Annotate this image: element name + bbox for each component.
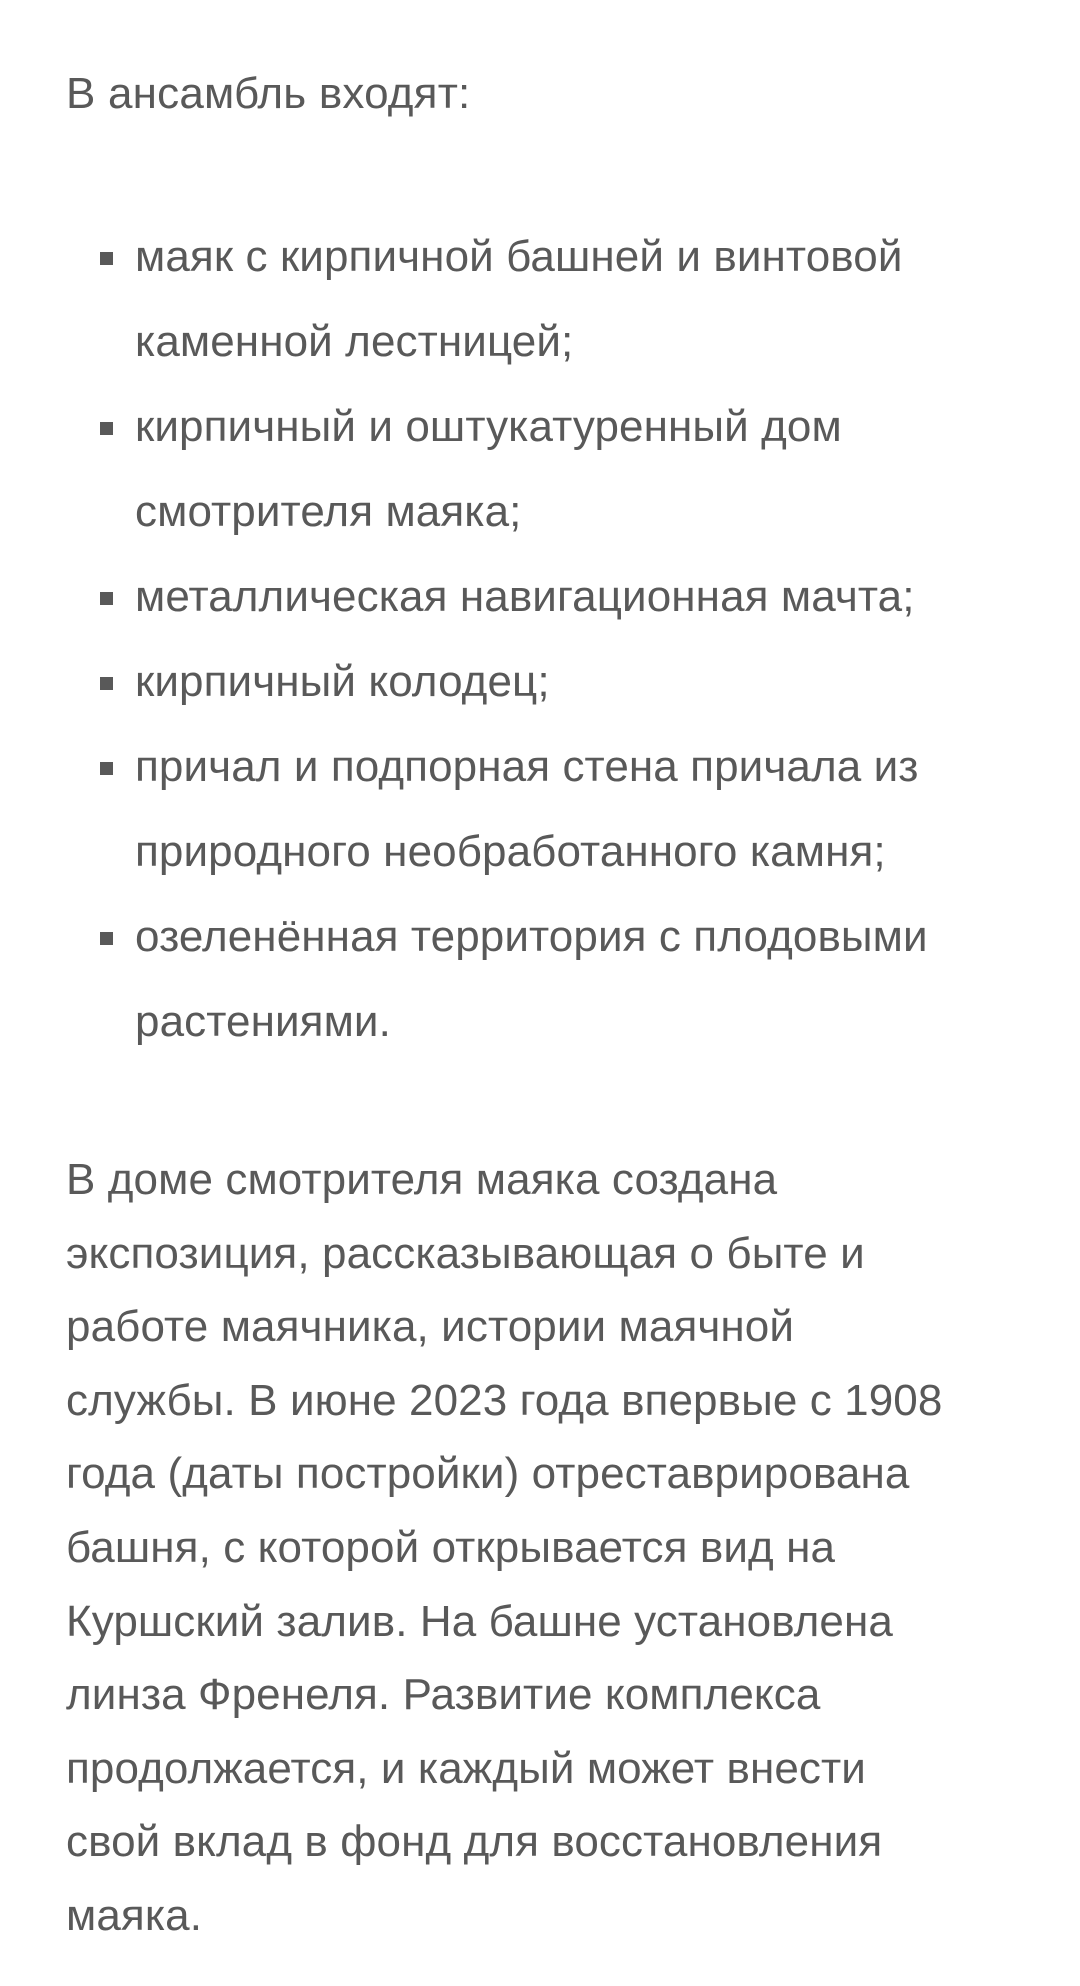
list-item-line: кирпичный колодец; [135,657,550,706]
paragraph-line: продолжается, и каждый может внести [66,1743,866,1793]
paragraph-line: свой вклад в фонд для восстановления [66,1817,883,1867]
square-bullet-icon [100,252,113,265]
list-item [66,724,1016,894]
square-bullet-icon [100,932,113,945]
paragraph-line: В доме смотрителя маяка создана [66,1155,778,1204]
list-item-line: озеленённая территория с плодовыми [135,912,928,961]
paragraph-line: башня, с которой открывается вид на [66,1522,836,1572]
ensemble-list [66,214,1016,1064]
list-item-line: смотрителя маяка; [135,487,522,536]
list-item [66,384,1016,554]
list-item-line: металлическая навигационная мачта; [135,572,915,621]
paragraph-line: Куршский залив. На башне установлена [66,1596,893,1646]
square-bullet-icon [100,592,113,605]
list-item-line: растениями. [135,997,391,1046]
paragraph-line: года (даты постройки) отреставрирована [66,1449,910,1499]
list-item-line: причал и подпорная стена причала из [135,742,919,791]
square-bullet-icon [100,677,113,690]
intro-text: В ансамбль входят: [66,69,471,118]
paragraph-line: линза Френеля. Развитие комплекса [66,1670,821,1720]
list-item-line: кирпичный и оштукатуренный дом [135,402,842,451]
paragraph-line: маяка. [66,1890,203,1940]
square-bullet-icon [100,422,113,435]
list-item-line: маяк с кирпичной башней и винтовой [135,232,903,281]
list-item [66,639,1016,724]
list-item-line: каменной лестницей; [135,317,574,366]
paragraph-line: экспозиция, рассказывающая о быте и [66,1228,865,1278]
paragraph-line: работе маячника, истории маячной [66,1302,795,1352]
list-item [66,214,1016,384]
list-item-line: природного необработанного камня; [135,827,886,876]
square-bullet-icon [100,762,113,775]
list-item [66,554,1016,639]
list-item [66,894,1016,1064]
paragraph-line: службы. В июне 2023 года впервые с 1908 [66,1375,943,1425]
description-paragraph [66,1143,1026,1953]
